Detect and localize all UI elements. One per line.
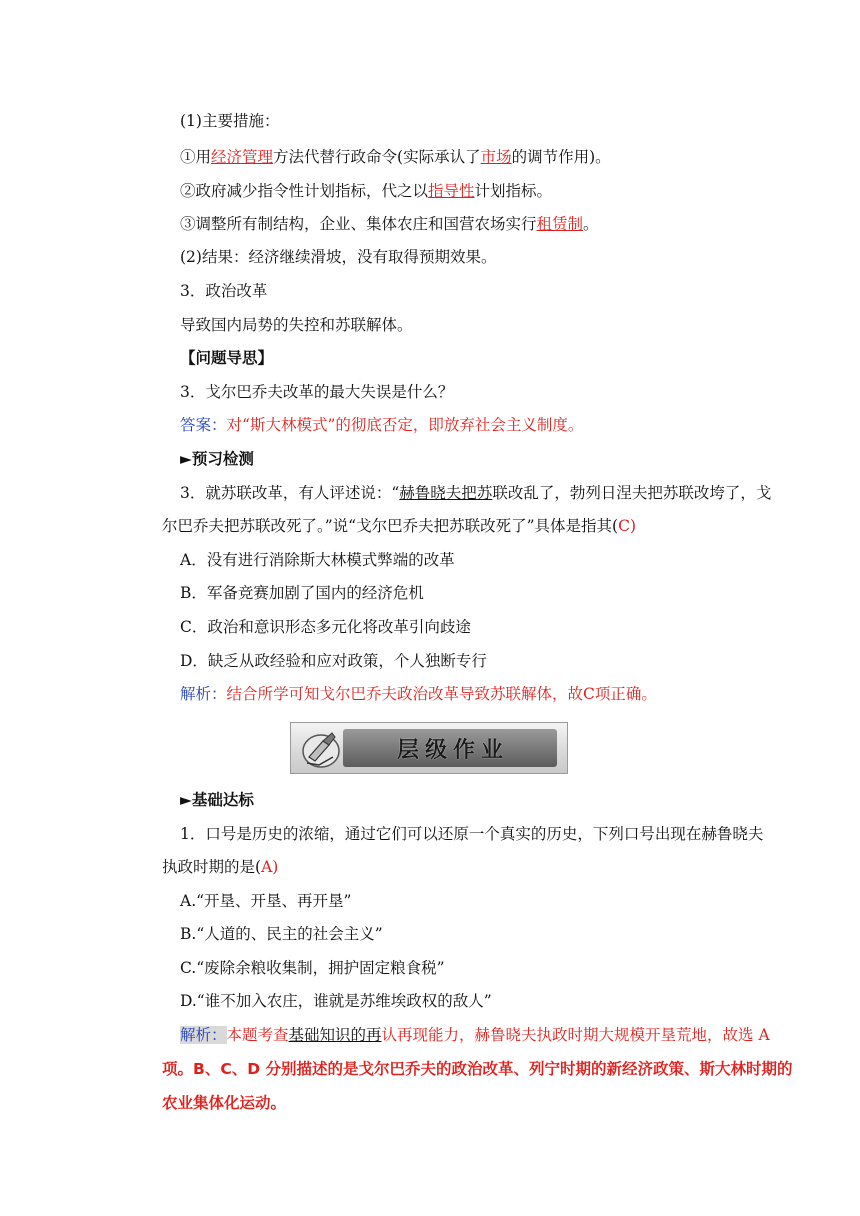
question-section-heading: 【问题导思】 (180, 349, 274, 367)
answer-label: 答案： (180, 416, 227, 434)
measure-3 (180, 213, 599, 235)
political-text: 导致国内局势的失控和苏联解体。 (180, 316, 413, 334)
q1-answer-letter: A (261, 858, 273, 876)
homework-banner (290, 722, 568, 774)
measure-3-blank: 租赁制 (536, 215, 584, 233)
measure-1 (180, 146, 611, 168)
q3-line-1 (180, 482, 771, 504)
basic-section-heading: ►基础达标 (180, 791, 254, 809)
pen-book-icon (299, 727, 343, 771)
question-text: 3．戈尔巴乔夫改革的最大失误是什么？ (180, 383, 454, 401)
q1-analysis-underlined: 基础知识的再 (288, 1026, 382, 1044)
measure-1-blank-2: 市场 (480, 148, 512, 166)
q1-option-d: D.“谁不加入农庄，谁就是苏维埃政权的敌人” (180, 992, 492, 1010)
answer-text: 对“斯大林模式”的彻底否定，即放弃社会主义制度。 (226, 416, 584, 434)
preview-section-heading: ►预习检测 (180, 450, 254, 468)
q3-option-d: D．缺乏从政经验和应对政策，个人独断专行 (180, 652, 487, 670)
q3-answer-letter: C (618, 517, 630, 535)
q1-line-1: 1．口号是历史的浓缩，通过它们可以还原一个真实的历史，下列口号出现在赫鲁晓夫 (180, 825, 764, 843)
q3-underlined-phrase: 赫鲁晓夫把苏 (399, 484, 493, 502)
q1-analysis-c: 认再现能力，赫鲁晓夫执政时期大规模开垦荒地，故选 A (381, 1026, 770, 1044)
q3-option-b: B．军备竞赛加剧了国内的经济危机 (180, 584, 424, 602)
measure-2-c: 计划指标。 (474, 182, 553, 200)
measure-2 (180, 180, 552, 202)
q1-option-a: A.“开垦、开垦、再开垦” (180, 892, 352, 910)
measure-1-blank-1: 经济管理 (211, 148, 274, 166)
q1-line-2-c: ) (272, 858, 279, 876)
measure-2-blank: 指导性 (428, 182, 475, 200)
banner-title: 层级作业 (397, 738, 510, 763)
q3-line-2-c: ) (629, 517, 637, 535)
q1-analysis-label: 解析： (180, 1026, 227, 1044)
measure-1-e: 的调节作用)。 (511, 148, 611, 166)
measure-3-a: ③调整所有制结构，企业、集体农庄和国营农场实行 (180, 215, 537, 233)
measure-3-c: 。 (583, 215, 599, 233)
q3-line-1-a: 3．就苏联改革，有人评述说：“ (180, 484, 400, 502)
political-heading: 3．政治改革 (180, 282, 268, 300)
measures-heading: (1)主要措施： (180, 112, 280, 130)
q3-analysis-text: 结合所学可知戈尔巴乔夫政治改革导致苏联解体，故C项正确。 (226, 685, 657, 703)
q1-line-2 (162, 856, 278, 878)
q3-line-1-c: 联改乱了，勃列日涅夫把苏联改垮了，戈 (492, 484, 772, 502)
q3-analysis (180, 683, 657, 705)
measure-2-a: ②政府减少指令性计划指标，代之以 (180, 182, 429, 200)
q3-line-2-a: 尔巴乔夫把苏联改死了。”说“戈尔巴乔夫把苏联改死了”具体是指其( (162, 517, 619, 535)
q1-option-c: C.“废除余粮收集制，拥护固定粮食税” (180, 959, 445, 977)
q1-option-b: B.“人道的、民主的社会主义” (180, 925, 383, 943)
q1-analysis-line-2: 项。B、C、D 分别描述的是戈尔巴乔夫的政治改革、列宁时期的新经济政策、斯大林时期的 (162, 1060, 793, 1078)
q3-option-a: A．没有进行消除斯大林模式弊端的改革 (180, 551, 455, 569)
measure-1-a: ①用 (180, 148, 212, 166)
q1-analysis-a: 本题考查 (226, 1026, 289, 1044)
result-line: (2)结果：经济继续滑坡，没有取得预期效果。 (180, 248, 497, 266)
q3-option-c: C．政治和意识形态多元化将改革引向歧途 (180, 618, 471, 636)
q3-line-2 (162, 515, 636, 537)
measure-1-c: 方法代替行政命令(实际承认了 (273, 148, 481, 166)
q1-line-2-a: 执政时期的是( (162, 858, 262, 876)
answer-line (180, 414, 583, 436)
q1-analysis-line-1 (180, 1024, 770, 1046)
q1-analysis-line-3: 农业集体化运动。 (162, 1094, 287, 1112)
q3-analysis-label: 解析： (180, 685, 227, 703)
